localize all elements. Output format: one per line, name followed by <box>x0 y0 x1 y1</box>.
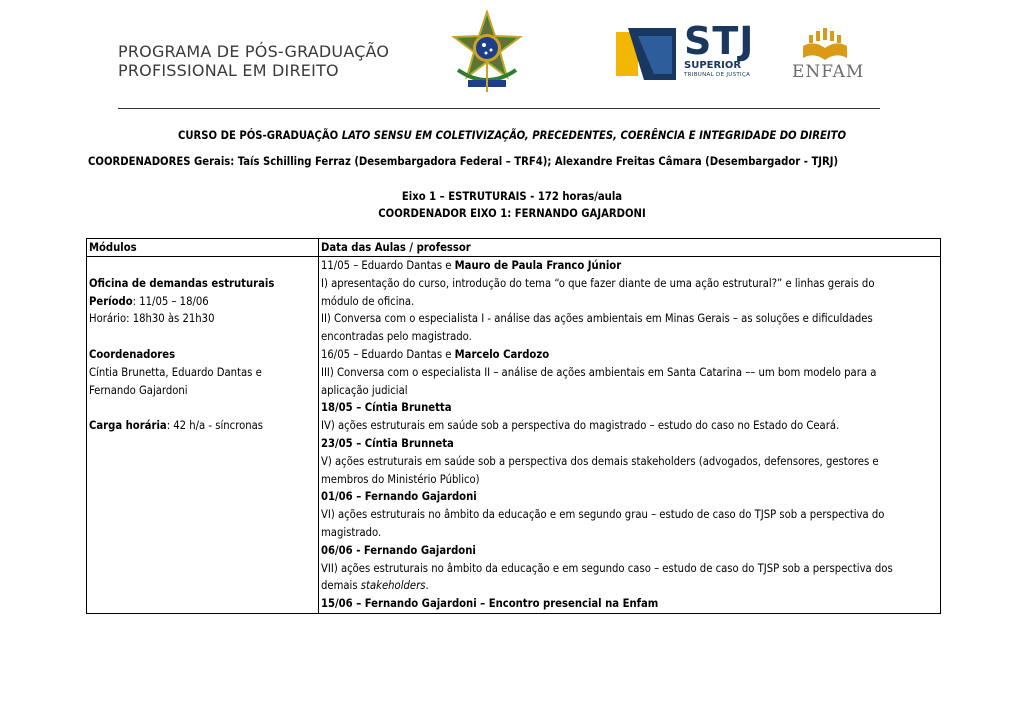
module-workload: Carga horária: 42 h/a - síncronas <box>89 419 264 433</box>
col-header-dates: Data das Aulas / professor <box>319 239 941 257</box>
session-text: encontradas pelo magistrado. <box>321 330 472 344</box>
session-date: 23/05 – Cíntia Brunneta <box>321 436 454 450</box>
module-name: Oficina de demandas estruturais <box>89 276 275 290</box>
module-cell <box>87 257 319 614</box>
session-text: módulo de oficina. <box>321 294 415 308</box>
stj-wordmark <box>684 19 755 79</box>
program-line-2: PROFISSIONAL EM DIREITO <box>118 61 339 80</box>
stj-title: STJ <box>684 19 755 63</box>
session-text: magistrado. <box>321 525 382 539</box>
general-coordinators: COORDENADORES Gerais: Taís Schilling Ferraz (Desembargadora Federal – TRF4); Alexandre Freitas Câmara (Desembargador - TJRJ) <box>88 155 839 168</box>
module-schedule: Horário: 18h30 às 21h30 <box>89 312 215 326</box>
stj-subtitle: SUPERIOR <box>684 60 742 71</box>
stj-emblem-icon <box>614 26 678 80</box>
session-date: 01/06 – Fernando Gajardoni <box>321 490 477 504</box>
session-date: 06/06 - Fernando Gajardoni <box>321 543 476 557</box>
module-period: Período: 11/05 – 18/06 <box>89 294 209 308</box>
session-text: VII) ações estruturais no âmbito da educação e em segundo caso – estudo de caso do TJSP sob a perspectiva dos <box>321 561 893 575</box>
module-coordinators-1: Cíntia Brunetta, Eduardo Dantas e <box>89 365 262 379</box>
session-text: VI) ações estruturais no âmbito da educação e em segundo grau – estudo de caso do TJSP sob a perspectiva do <box>321 508 885 522</box>
course-title: CURSO DE PÓS-GRADUAÇÃO LATO SENSU EM COLETIVIZAÇÃO, PRECEDENTES, COERÊNCIA E INTEGRIDADE DO DIREITO <box>178 129 846 142</box>
session-text: III) Conversa com o especialista II – análise de ações ambientais em Santa Catarina –– um bom modelo para a <box>321 365 877 379</box>
enfam-book-icon <box>800 26 850 62</box>
session-date: 18/05 – Cíntia Brunetta <box>321 401 452 415</box>
axis-heading <box>0 188 1024 222</box>
session-text: V) ações estruturais em saúde sob a perspectiva dos demais stakeholders (advogados, defensores, gestores e <box>321 454 879 468</box>
session-text: IV) ações estruturais em saúde sob a perspectiva do magistrado – estudo do caso no Estado do Ceará. <box>321 419 840 433</box>
session-text: II) Conversa com o especialista I - análise das ações ambientais em Minas Gerais – as soluções e dificuldades <box>321 312 873 326</box>
session-date: 16/05 – Eduardo Dantas e Marcelo Cardozo <box>321 347 550 361</box>
session-date: 11/05 – Eduardo Dantas e Mauro de Paula Franco Júnior <box>321 259 622 272</box>
axis-title: Eixo 1 – ESTRUTURAIS - 172 horas/aula <box>401 190 623 203</box>
session-date: 15/06 – Fernando Gajardoni – Encontro presencial na Enfam <box>321 597 659 611</box>
document-header <box>0 0 1024 110</box>
table-row <box>87 257 941 614</box>
program-line-1: PROGRAMA DE PÓS-GRADUAÇÃO <box>118 42 390 61</box>
header-divider <box>118 108 880 109</box>
module-coordinators-2: Fernando Gajardoni <box>89 383 188 397</box>
axis-coordinator: COORDENADOR EIXO 1: FERNANDO GAJARDONI <box>378 207 646 220</box>
module-coordinators-label: Coordenadores <box>89 347 176 361</box>
table-header-row <box>87 239 941 257</box>
session-text: I) apresentação do curso, introdução do tema “o que fazer diante de uma ação estrutural?” e linhas gerais do <box>321 276 875 290</box>
schedule-cell <box>319 257 941 614</box>
enfam-wordmark: ENFAM <box>792 62 865 82</box>
session-text: demais stakeholders. <box>321 579 429 593</box>
stj-small-text: TRIBUNAL DE JUSTIÇA <box>684 72 751 78</box>
session-text: aplicação judicial <box>321 383 408 397</box>
modules-table <box>86 238 941 614</box>
brazil-coat-of-arms-logo <box>450 10 524 94</box>
program-name <box>118 42 389 80</box>
col-header-modules: Módulos <box>87 239 319 257</box>
session-text: membros do Ministério Público) <box>321 472 480 486</box>
